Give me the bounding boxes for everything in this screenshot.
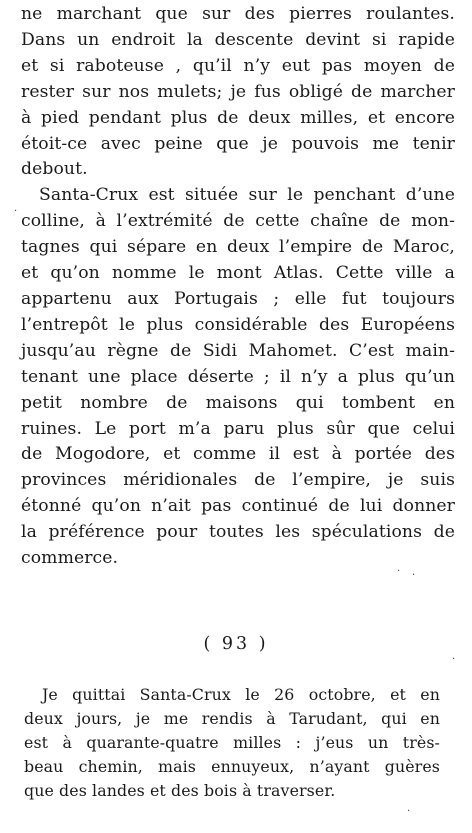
ink-speck: · (397, 566, 401, 577)
ink-speck: · (412, 570, 416, 581)
text-line: Je quittai Santa-Crux le 26 octobre, et en (42, 685, 440, 704)
text-line: Santa-Crux est située sur le penchant d’une (39, 185, 455, 206)
ink-speck: · (407, 806, 411, 817)
ink-speck: · (452, 654, 456, 665)
text-line: rester sur nos mulets; je fus obligé de marcher (21, 81, 455, 102)
text-line: à pied pendant plus de deux milles, et encore (21, 107, 455, 128)
text-line: l’entrepôt le plus considérable des Européens (21, 314, 455, 335)
text-line: tagnes qui sépare en deux l’empire de Maroc, (21, 237, 455, 258)
upper-text-block (21, 2, 455, 572)
text-line: colline, à l’extrémité de cette chaîne de mon- (21, 211, 455, 232)
text-line: de Mogodore, et comme il est à portée des (21, 444, 455, 465)
ink-speck: · (14, 206, 18, 217)
text-line: ruines. Le port m’a paru plus sûr que celui (21, 418, 455, 439)
text-line: étoit-ce avec peine que je pouvois me tenir (21, 133, 455, 154)
text-line: est à quarante-quatre milles : j’eus un très- (24, 733, 440, 752)
text-line: étonné qu’on n’ait pas continué de lui donner (21, 496, 455, 517)
text-line: Dans un endroit la descente devint si rapide (21, 29, 455, 50)
lower-text-block (24, 683, 440, 803)
text-line: et si raboteuse , qu’il n’y eut pas moyen de (21, 55, 455, 76)
text-line: appartenu aux Portugais ; elle fut toujours (21, 288, 455, 309)
text-line: ne marchant que sur des pierres roulantes. (21, 4, 455, 24)
text-line: et qu’on nomme le mont Atlas. Cette ville a (21, 263, 455, 284)
text-line: beau chemin, mais ennuyeux, n’ayant guères (24, 757, 440, 776)
text-line: commerce. (21, 548, 119, 569)
text-line: deux jours, je me rendis à Tarudant, qui en (24, 709, 440, 728)
text-line: provinces méridionales de l’empire, je suis (21, 470, 455, 491)
page-number: ( 93 ) (203, 634, 269, 654)
text-line: petit nombre de maisons qui tombent en (21, 392, 455, 413)
text-line: debout. (21, 159, 88, 180)
text-line: jusqu’au règne de Sidi Mahomet. C’est main- (21, 340, 455, 361)
text-line: la préférence pour toutes les spéculations de (21, 522, 455, 543)
text-line: que des landes et des bois à traverser. (24, 781, 336, 800)
text-line: tenant une place déserte ; il n’y a plus qu’un (21, 366, 455, 387)
